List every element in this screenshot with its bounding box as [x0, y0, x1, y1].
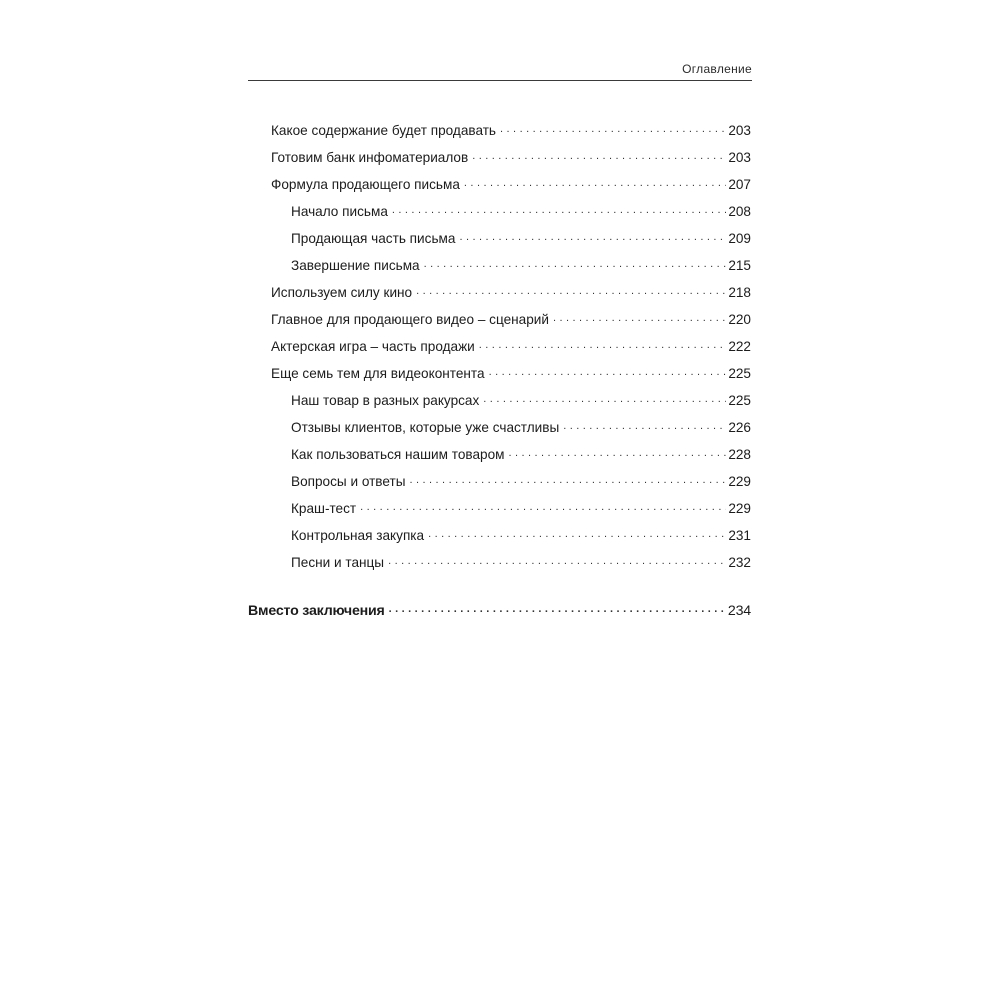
toc-entry-page: 228 — [728, 447, 751, 462]
toc-entry[interactable] — [271, 338, 751, 356]
toc-dot-leader — [424, 258, 727, 270]
toc-entry-title: Формула продающего письма — [271, 177, 460, 192]
toc-subentry[interactable] — [291, 419, 751, 437]
toc-entry-page: 222 — [728, 339, 751, 354]
toc-entry-title: Какое содержание будет продавать — [271, 123, 497, 138]
toc-entry-title: Продающая часть письма — [291, 231, 456, 246]
toc-entry-page: 203 — [728, 150, 751, 165]
toc-dot-leader — [563, 420, 726, 432]
toc-entry-title: Завершение письма — [291, 258, 420, 273]
toc-dot-leader — [479, 339, 727, 351]
toc-entry-title: Вместо заключения — [248, 603, 385, 619]
toc-entry[interactable] — [271, 122, 751, 140]
toc-entry[interactable] — [271, 149, 751, 167]
toc-subentry[interactable] — [291, 257, 751, 275]
toc-dot-leader — [428, 528, 726, 540]
toc-entry-title: Наш товар в разных ракурсах — [291, 393, 480, 408]
toc-entry-page: 232 — [728, 555, 751, 570]
toc-dot-leader — [553, 312, 726, 324]
toc-dot-leader — [472, 150, 726, 162]
toc-entry[interactable] — [271, 176, 751, 194]
toc-entry-title: Контрольная закупка — [291, 528, 425, 543]
toc-entry-page: 215 — [728, 258, 751, 273]
toc-entry-page: 229 — [728, 474, 751, 489]
toc-entry-page: 229 — [728, 501, 751, 516]
toc-dot-leader — [410, 474, 727, 486]
toc-dot-leader — [392, 204, 726, 216]
toc-dot-leader — [416, 285, 726, 297]
toc-subentry[interactable] — [291, 473, 751, 491]
toc-dot-leader — [459, 231, 726, 243]
toc-entry-title: Начало письма — [291, 204, 388, 219]
toc-entry-title: Актерская игра – часть продажи — [271, 339, 475, 354]
toc-subentry[interactable] — [291, 392, 751, 410]
toc-dot-leader — [483, 393, 726, 405]
toc-entry-page: 234 — [727, 603, 751, 619]
toc-entry-title: Песни и танцы — [291, 555, 385, 570]
toc-entry[interactable] — [271, 284, 751, 302]
toc-entry-title: Готовим банк инфоматериалов — [271, 150, 469, 165]
toc-dot-leader — [389, 603, 726, 615]
toc-dot-leader — [500, 123, 726, 135]
toc-entry-title: Как пользоваться нашим товаром — [291, 447, 505, 462]
toc-subentry[interactable] — [291, 500, 751, 518]
toc-entry-title: Краш-тест — [291, 501, 357, 516]
toc-entry-title: Вопросы и ответы — [291, 474, 406, 489]
toc-subentry[interactable] — [291, 203, 751, 221]
toc-dot-leader — [508, 447, 726, 459]
toc-subentry[interactable] — [291, 554, 751, 572]
toc-dot-leader — [360, 501, 726, 513]
toc-entry-page: 231 — [728, 528, 751, 543]
toc-entry-title: Еще семь тем для видеоконтента — [271, 366, 485, 381]
toc-entry-page: 220 — [728, 312, 751, 327]
running-head-title: Оглавление — [682, 62, 752, 76]
toc-dot-leader — [464, 177, 726, 189]
toc-entry-page: 226 — [728, 420, 751, 435]
toc-entry-page: 218 — [728, 285, 751, 300]
toc-dot-leader — [489, 366, 727, 378]
toc-entry-page: 225 — [728, 366, 751, 381]
toc-chapter-entry[interactable] — [248, 602, 751, 620]
toc-entry-title: Главное для продающего видео – сценарий — [271, 312, 549, 327]
header-rule — [248, 80, 752, 81]
toc-entry-page: 225 — [728, 393, 751, 408]
toc-subentry[interactable] — [291, 527, 751, 545]
toc-entry-page: 203 — [728, 123, 751, 138]
toc-entry-title: Используем силу кино — [271, 285, 413, 300]
toc-dot-leader — [388, 555, 726, 567]
toc-subentry[interactable] — [291, 230, 751, 248]
toc-subentry[interactable] — [291, 446, 751, 464]
toc-entry-title: Отзывы клиентов, которые уже счастливы — [291, 420, 560, 435]
toc-entry[interactable] — [271, 311, 751, 329]
toc-entry-page: 208 — [728, 204, 751, 219]
toc-entry[interactable] — [271, 365, 751, 383]
toc-entry-page: 207 — [728, 177, 751, 192]
toc-entry-page: 209 — [728, 231, 751, 246]
